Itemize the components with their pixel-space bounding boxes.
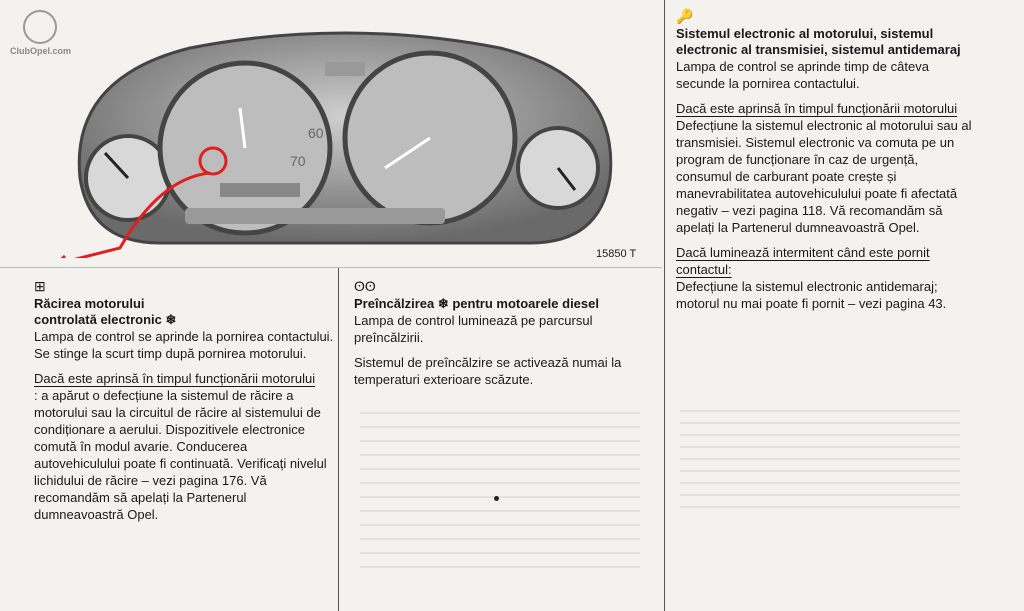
paragraph: Defecțiune la sistemul electronic antidemaraj; motorul nu mai poate fi pornit – vezi pagina 43.	[676, 279, 947, 311]
immobiliser-key-icon: 🔑	[676, 8, 694, 24]
glow-plug-icon: ʘʘ	[354, 278, 376, 294]
warning-lights-bottom	[185, 208, 445, 224]
subheading: Dacă luminează intermitent când este pornit contactul:	[676, 245, 930, 277]
heading: controlată electronic ❄	[34, 312, 177, 327]
watermark: ClubOpel.com	[10, 10, 70, 56]
column-preheating	[354, 278, 654, 388]
warning-lights-row	[220, 183, 300, 197]
tick-label: 70	[290, 153, 306, 169]
paragraph: : a apărut o defecțiune la sistemul de răcire a motorului sau la circuitul de răcire al sistemului de condiționare a aerului. Dispozitivele electronice comută în modul avarie. Conducerea autovehiculului poate fi continuată. Verificați nivelul lichidului de răcire – vezi pagina 176. Vă recomandăm să apelați la Partenerul dumneavoastră Opel.	[34, 388, 327, 522]
heading: Sistemul electronic al motorului, sistemul electronic al transmisiei, sistemul antidemaraj	[676, 26, 961, 57]
paragraph: Lampa de control se aprinde la pornirea contactului. Se stinge la scurt timp după pornirea motorului.	[34, 329, 334, 361]
paragraph: Sistemul de preîncălzire se activează numai la temperaturi exterioare scăzute.	[354, 355, 622, 387]
figure-reference: 15850 T	[596, 248, 637, 260]
bleed-through	[680, 400, 960, 510]
tick-label: 60	[308, 125, 324, 141]
column-divider	[338, 268, 339, 611]
paragraph: Lampa de control se aprinde timp de câteva secunde la pornirea contactului.	[676, 59, 929, 91]
bullet-dot	[494, 496, 499, 501]
instrument-cluster-figure	[60, 18, 630, 258]
heading: Preîncălzirea ❄ pentru motoarele diesel	[354, 296, 599, 311]
bleed-through	[360, 400, 640, 580]
column-engine-cooling	[34, 278, 334, 523]
paragraph: Lampa de control luminează pe parcursul preîncălzirii.	[354, 313, 593, 345]
arrows-icon	[325, 62, 365, 76]
subheading: Dacă este aprinsă în timpul funcționării motorului	[676, 101, 958, 116]
paragraph: Defecțiune la sistemul electronic al motorului sau al transmisiei. Sistemul electronic va comuta pe un program de funcționare în caz de urgență, consumul de carburant poate crește și manevrabilitatea autovehiculului poate fi afectată negativ – vezi pagina 118. Vă recomandăm să apelați la Partenerul dumneavoastră Opel.	[676, 118, 972, 235]
subheading: Dacă este aprinsă în timpul funcționării motorului	[34, 371, 316, 386]
divider	[0, 267, 662, 268]
column-divider	[664, 0, 665, 611]
column-electronic-systems	[676, 8, 976, 312]
opel-logo-icon	[23, 10, 57, 44]
heading: Răcirea motorului	[34, 296, 145, 311]
cooling-warning-icon: ⊞	[34, 278, 46, 294]
